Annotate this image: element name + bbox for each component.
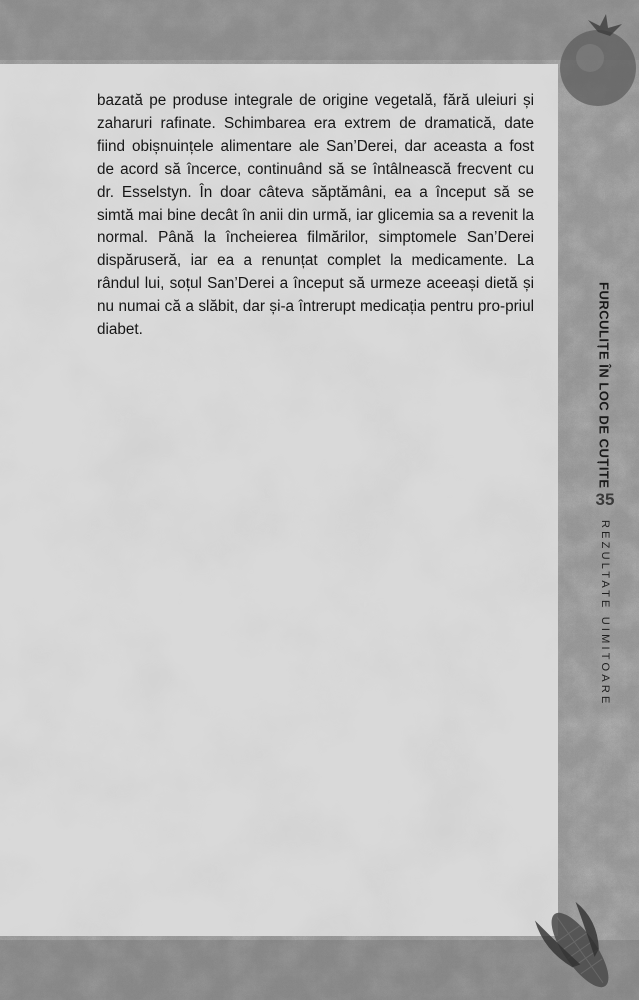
tomato-icon [548,6,638,116]
running-book-title: FURCULIȚE ÎN LOC DE CUȚITE [596,282,612,489]
running-chapter-title: REZULTATE UIMITOARE [599,520,611,707]
corn-icon [520,880,639,1000]
page-number: 35 [595,490,615,509]
body-paragraph: bazată pe produse integrale de origine vegetală, fără uleiuri și zaharuri rafinate. Schimbarea era extrem de dramatică, date fiind obișnuințele alimentare ale San’Derei, dar aceasta a fost de acord să încerce, continuând să se întâlnească frecvent cu dr. Esselstyn. În doar câteva săptămâni, ea a început să se simtă mai bine decât în anii din urmă, iar glicemia sa a revenit la normal. Până la încheierea filmărilor, simptomele San’Derei dispăruseră, iar ea a renunțat complet la medicamente. La rândul lui, soțul San’Derei a început să urmeze aceeași dietă și nu numai că a slăbit, dar și-a întrerupt medicația pentru pro-priul diabet. [97,92,534,339]
page-sidebar [585,270,629,730]
